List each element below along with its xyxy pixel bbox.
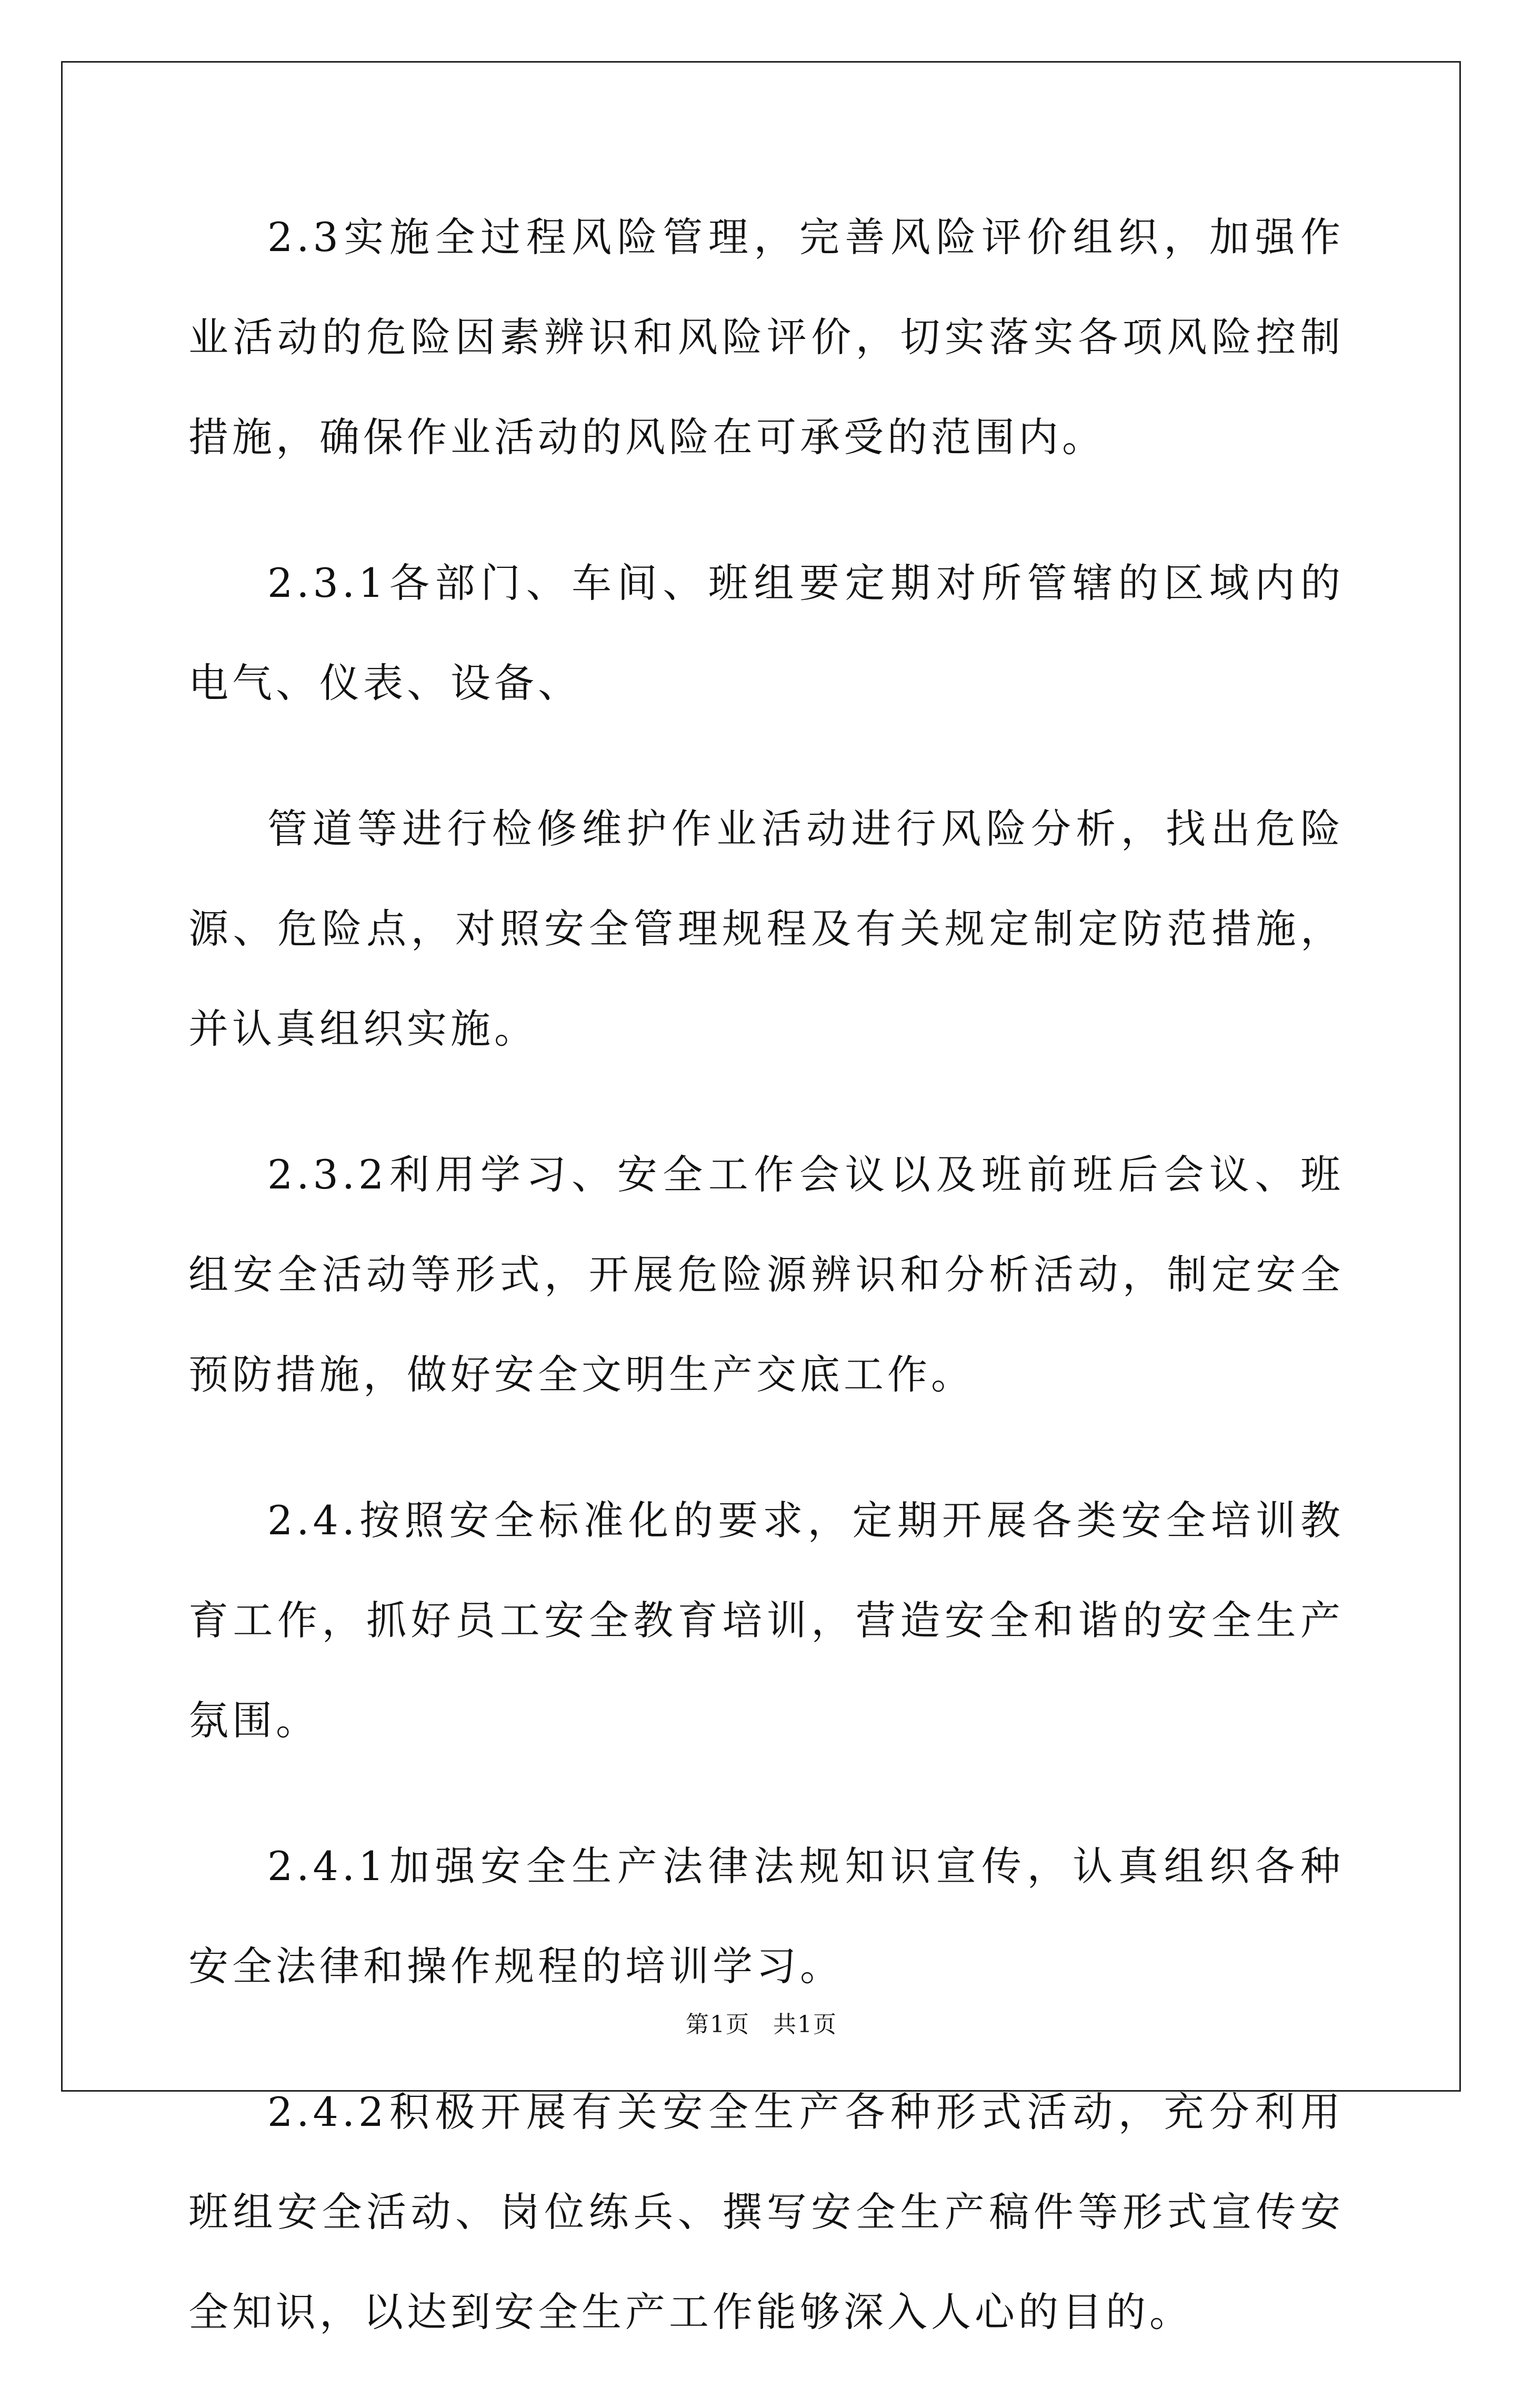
paragraph-2-3: 2.3实施全过程风险管理，完善风险评价组织，加强作业活动的危险因素辨识和风险评价，切实落实各项风险控制措施，确保作业活动的风险在可承受的范围内。 bbox=[188, 214, 1344, 461]
page-footer bbox=[0, 2005, 1523, 2039]
paragraph-2-4-2: 2.4.2积极开展有关安全生产各种形式活动，充分利用班组安全活动、岗位练兵、撰写安全生产稿件等形式宣传安全知识，以达到安全生产工作能够深入人心的目的。 bbox=[188, 2089, 1344, 2335]
page-number-total: 共1页 bbox=[773, 2011, 837, 2038]
paragraph-2-4-1: 2.4.1加强安全生产法律法规知识宣传，认真组织各种安全法律和操作规程的培训学习。 bbox=[188, 1843, 1344, 1990]
paragraph-2-3-2: 2.3.2利用学习、安全工作会议以及班前班后会议、班组安全活动等形式，开展危险源辨识和分析活动，制定安全预防措施，做好安全文明生产交底工作。 bbox=[188, 1151, 1344, 1398]
paragraph-2-3-1: 2.3.1各部门、车间、班组要定期对所管辖的区域内的电气、仪表、设备、 bbox=[188, 559, 1344, 706]
paragraph-2-4: 2.4.按照安全标准化的要求，定期开展各类安全培训教育工作，抓好员工安全教育培训，营造安全和谐的安全生产氛围。 bbox=[188, 1497, 1344, 1744]
paragraph-2-3-1-continued: 管道等进行检修维护作业活动进行风险分析，找出危险源、危险点，对照安全管理规程及有关规定制定防范措施，并认真组织实施。 bbox=[188, 805, 1344, 1052]
page-number-current: 第1页 bbox=[686, 2011, 750, 2038]
document-body bbox=[188, 187, 1344, 2408]
